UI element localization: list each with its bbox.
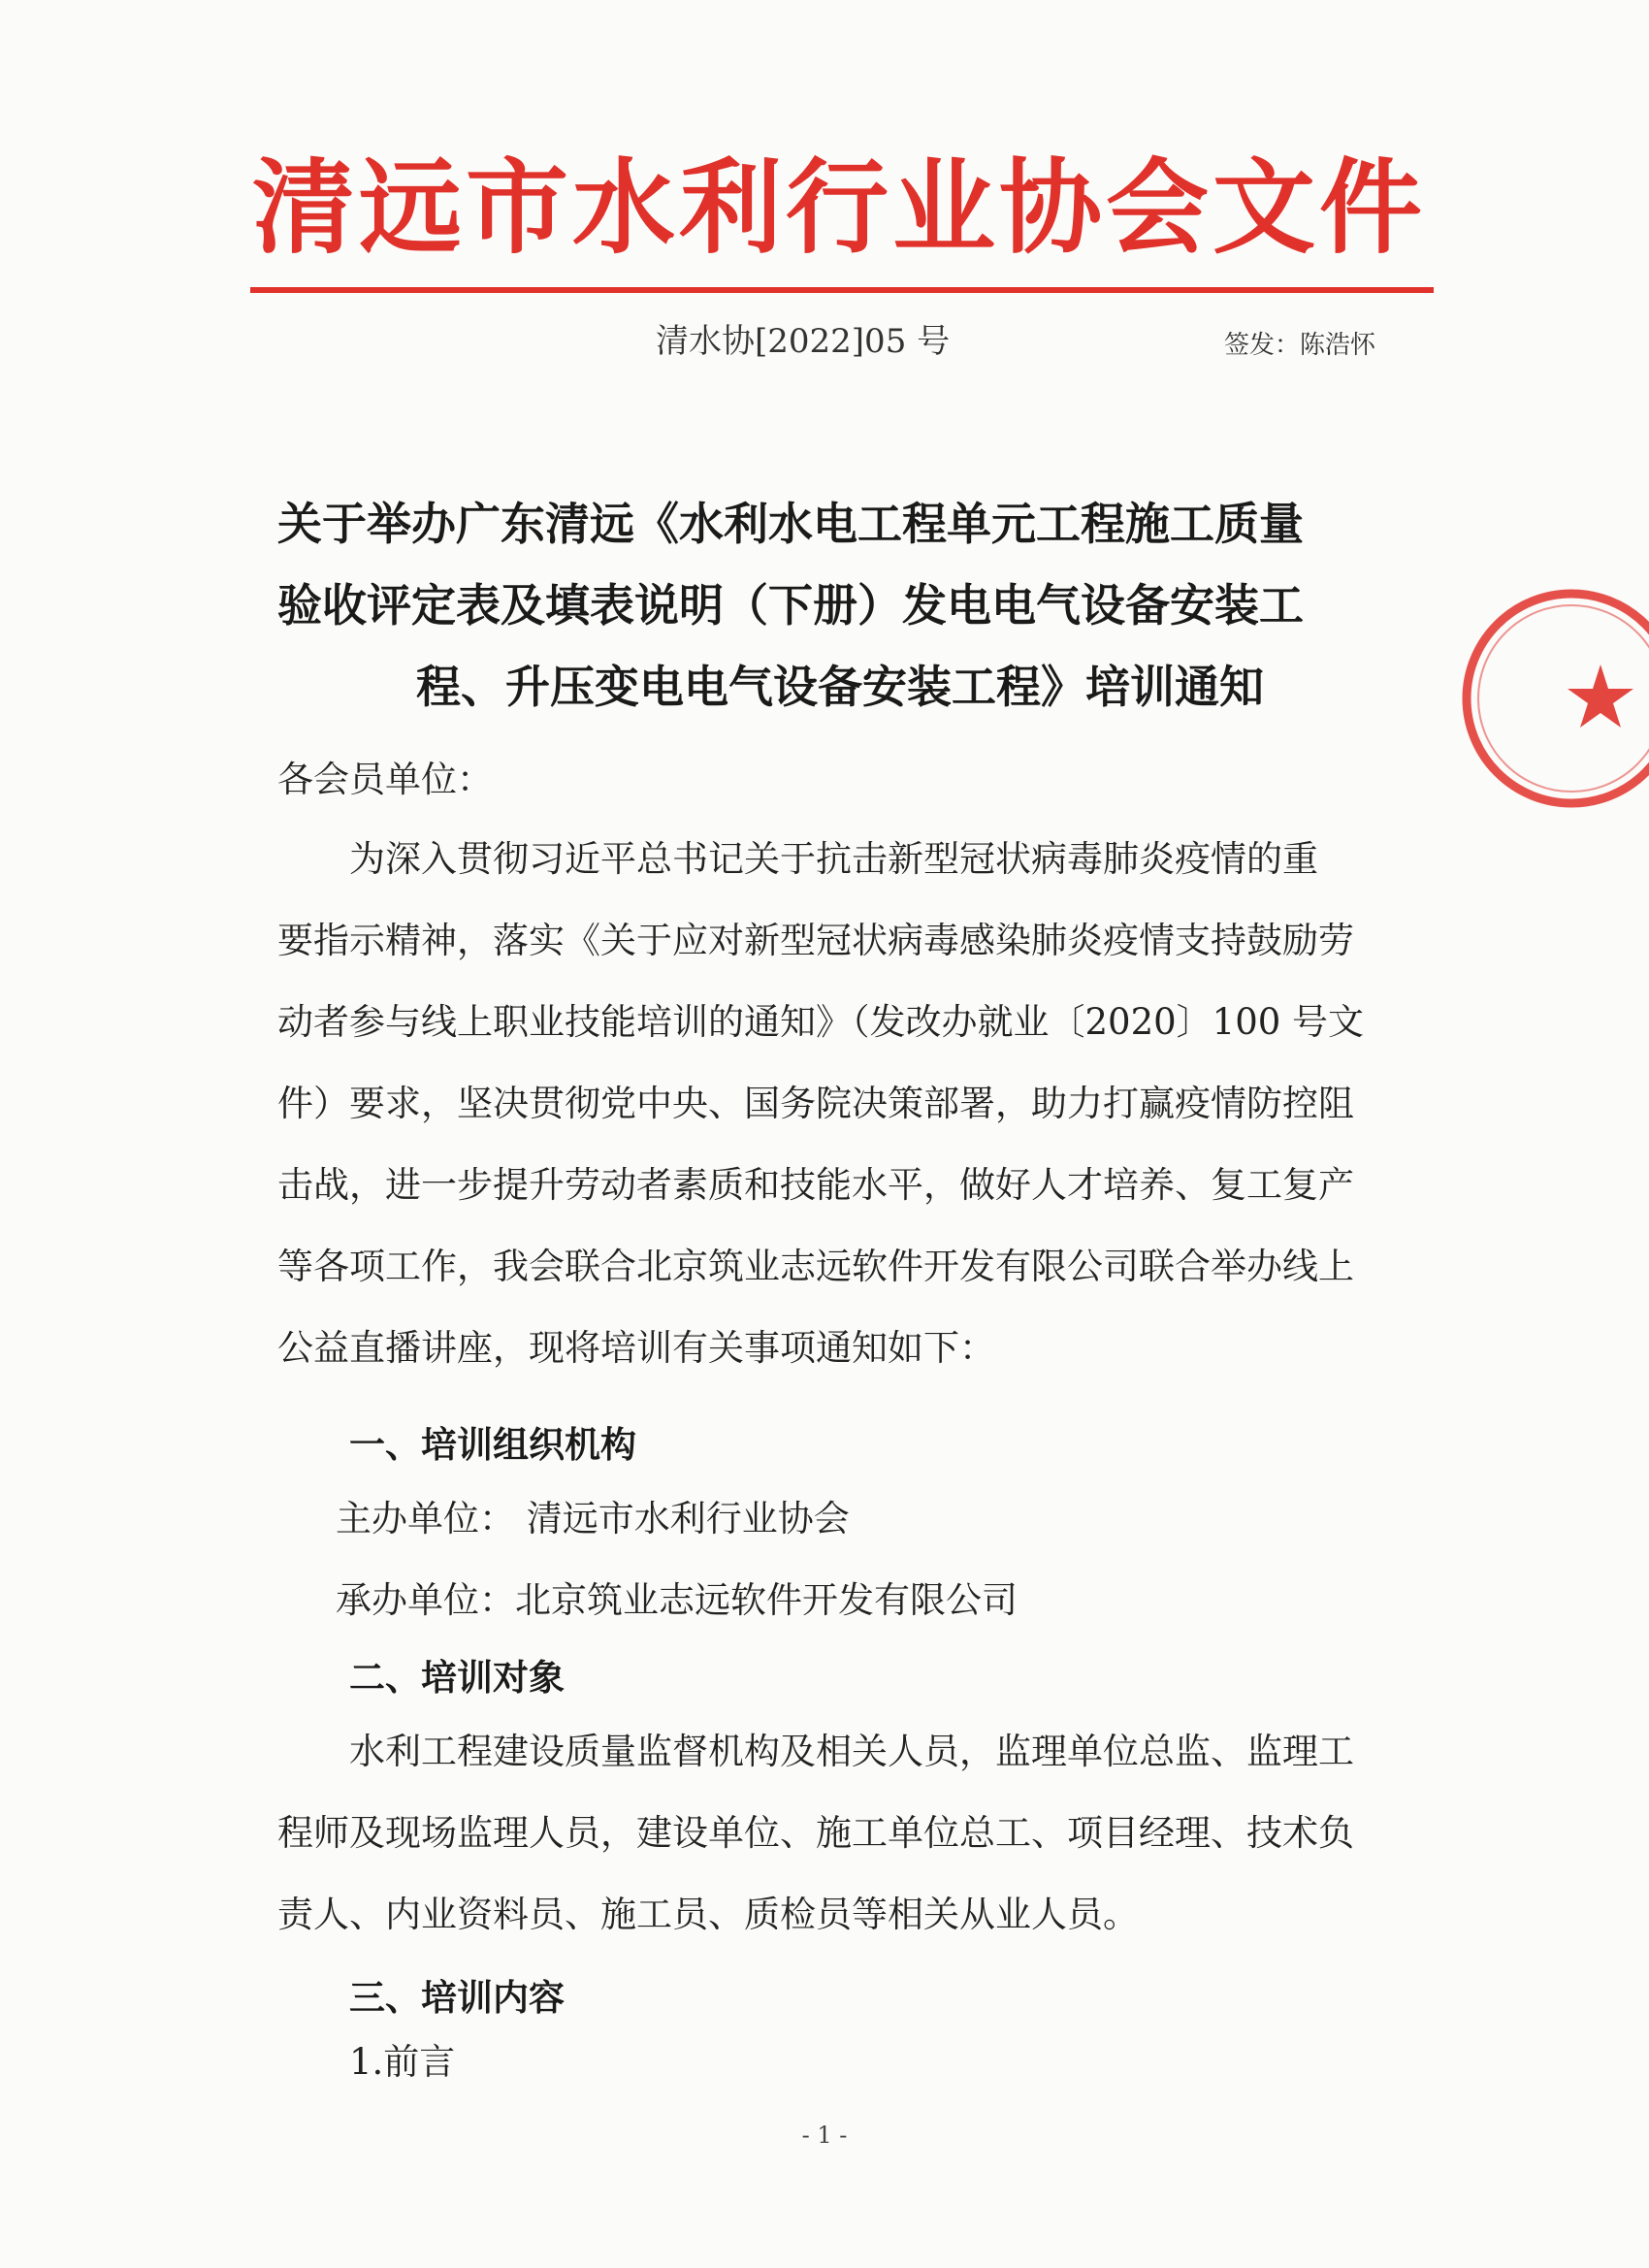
red-separator-line	[250, 287, 1434, 293]
audience-paragraph-line: 水利工程建设质量监督机构及相关人员，监理单位总监、监理工	[349, 1731, 1354, 1772]
page-number: - 1 -	[801, 2122, 848, 2149]
host-unit: 主办单位： 清远市水利行业协会	[336, 1498, 850, 1539]
title-line: 关于举办广东清远《水利水电工程单元工程施工质量	[277, 498, 1304, 550]
section-heading-content: 三、培训内容	[349, 1977, 565, 2019]
notice-title	[277, 483, 1403, 728]
salutation: 各会员单位：	[277, 759, 493, 800]
section-heading-audience: 二、培训对象	[349, 1657, 565, 1699]
audience-paragraph-line: 责人、内业资料员、施工员、质检员等相关从业人员。	[277, 1894, 1139, 1935]
intro-paragraph-line: 击战，进一步提升劳动者素质和技能水平，做好人才培养、复工复产	[277, 1164, 1354, 1206]
intro-paragraph-line: 公益直播讲座，现将培训有关事项通知如下：	[277, 1327, 995, 1369]
intro-paragraph-line: 要指示精神，落实《关于应对新型冠状病毒感染肺炎疫情支持鼓励劳	[277, 920, 1354, 961]
title-line: 验收评定表及填表说明（下册）发电电气设备安装工	[277, 579, 1304, 632]
audience-paragraph-line: 程师及现场监理人员，建设单位、施工单位总工、项目经理、技术负	[277, 1812, 1354, 1854]
intro-paragraph-line: 动者参与线上职业技能培训的通知》（发改办就业〔2020〕100 号文	[277, 1001, 1365, 1043]
intro-paragraph-line: 件）要求，坚决贯彻党中央、国务院决策部署，助力打赢疫情防控阻	[277, 1083, 1354, 1124]
title-line: 程、升压变电电气设备安装工程》培训通知	[416, 661, 1264, 713]
signer: 签发：陈浩怀	[1224, 331, 1376, 360]
document-number: 清水协[2022]05 号	[656, 322, 951, 361]
intro-paragraph-line: 等各项工作，我会联合北京筑业志远软件开发有限公司联合举办线上	[277, 1246, 1354, 1287]
intro-paragraph-line: 为深入贯彻习近平总书记关于抗击新型冠状病毒肺炎疫情的重	[349, 838, 1318, 880]
red-seal-stamp	[1455, 582, 1649, 815]
section-heading-organization: 一、培训组织机构	[349, 1424, 636, 1466]
document-masthead: 清远市水利行业协会文件	[252, 148, 1426, 268]
content-item: 1.前言	[349, 2041, 456, 2083]
organizer-unit: 承办单位：北京筑业志远软件开发有限公司	[336, 1579, 1018, 1621]
